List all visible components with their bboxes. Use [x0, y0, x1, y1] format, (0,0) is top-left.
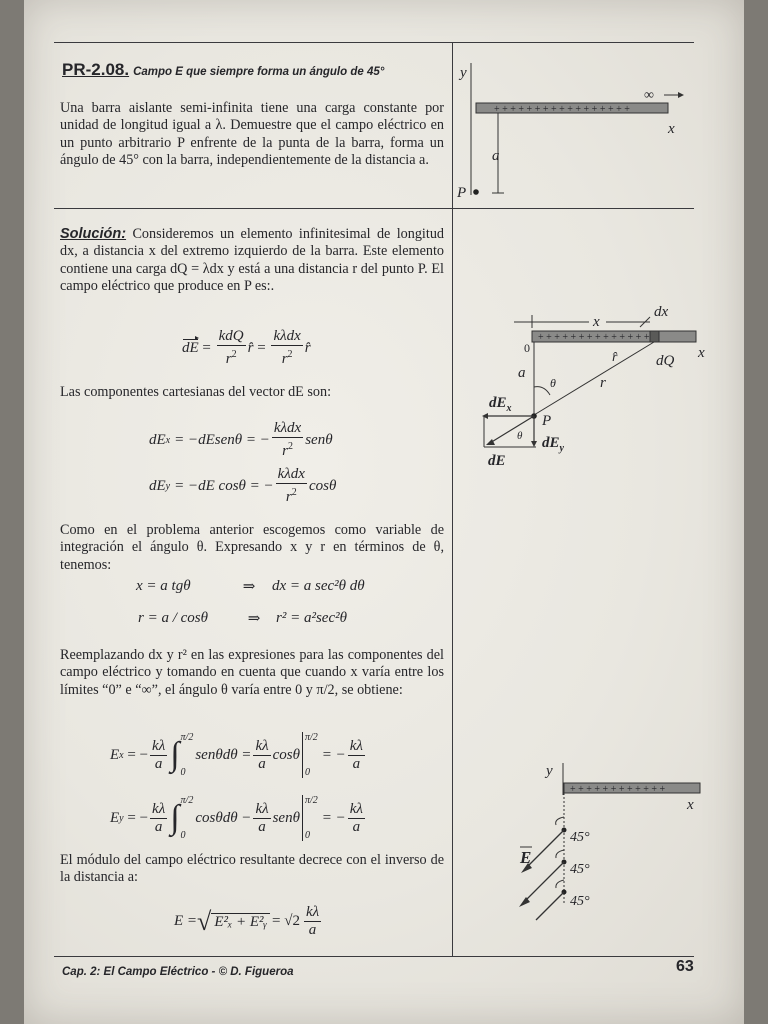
integral-sign: ∫: [170, 736, 180, 773]
fig2-xaxis-label: x: [698, 345, 705, 361]
problem-title: Campo E que siempre forma un ángulo de 45°: [133, 66, 385, 78]
fig3-angle-1: 45°: [570, 830, 590, 845]
fig2-r-label: r: [600, 375, 606, 391]
rod-charges: + + + + + + + + + + + + + +: [538, 332, 650, 343]
point-P: [473, 189, 479, 195]
fig2-P-label: P: [542, 413, 552, 429]
figure-field-geometry: [454, 295, 714, 480]
equation-dEx: dE x = −dEsenθ = − $\frac{\text{kλdx}}{r^2}$ senθ: [149, 420, 333, 459]
page-footer: Cap. 2: El Campo Eléctrico - © D. Figueroa: [62, 966, 294, 978]
modulus-text: El módulo del campo eléctrico resultante decrece con el inverso de la distancia a:: [60, 852, 444, 886]
equation-r: r = a / cosθ ⇒ r² = a²sec²θ: [138, 610, 347, 627]
solution-label: Solución:: [60, 226, 127, 242]
charge-element: [650, 331, 659, 342]
infinity-label: ∞: [644, 88, 654, 103]
fig2-dE-label: dE: [488, 453, 506, 469]
fig3-angle-3: 45°: [570, 894, 590, 909]
variable-text: Como en el problema anterior escogemos como variable de integración el ángulo θ. Expresando x y r en términos de θ, tenemos:: [60, 522, 444, 573]
eq-dE-lhs: dE: [182, 339, 199, 356]
replacement-text: Reemplazando dx y r² en las expresiones para las componentes del campo eléctrico y tomando en cuenta que cuando x varía entre los límites “0” e “∞”, el ángulo θ varía entre 0 y π/2, se obtiene:: [60, 647, 444, 698]
fig2-a-label: a: [518, 365, 526, 381]
problem-statement: Una barra aislante semi-infinita tiene una carga constante por unidad de longitud igual a λ. Demuestre que el campo eléctrico en un punto arbitrario P enfrente de la punta de la barra, forma un ángulo de 45° con la barra, independientemente de la distancia a.: [60, 100, 444, 168]
theta-arc: [534, 387, 550, 395]
rod-charges: + + + + + + + + + + + +: [570, 784, 666, 795]
figure-rod-and-point: [454, 55, 714, 205]
equation-Ey: E y = − $\frac{k\lambda}{a}$ ∫ π/2 0 cosθdθ − $\frac{k\lambda}{a}$ senθ π/2 0 = − $\frac{k\lambda}{a}$: [110, 795, 363, 841]
fig2-x-label: x: [593, 314, 600, 330]
eq-fraction-klambdadx: $\frac{\text{kλdx}}{r^2}$: [273, 328, 301, 367]
problem-code: PR-2.08.: [62, 60, 130, 79]
fig3-y-label: y: [546, 763, 553, 779]
square-root: √ E²ₓ + E²ᵧ: [197, 907, 270, 937]
fig2-dQ-label: dQ: [656, 353, 675, 369]
fig1-P-label: P: [457, 185, 467, 201]
dE-vector: [490, 416, 534, 443]
fig2-origin-label: 0: [524, 341, 530, 355]
equation-x: x = a tgθ ⇒ dx = a sec²θ dθ: [136, 578, 365, 595]
eq-fraction-dEx: $\frac{\text{kλdx}}{r^2}$: [273, 420, 302, 459]
fig2-dEy-label: $dE_y$: [542, 435, 564, 454]
equation-E-modulus: E = √ E²ₓ + E²ᵧ = √2 $\frac{k\lambda}{a}$: [174, 904, 320, 938]
components-text: Las componentes cartesianas del vector dE son:: [60, 384, 332, 400]
middle-rule: [54, 208, 694, 209]
top-rule: [54, 42, 694, 43]
bottom-rule: [54, 956, 694, 957]
solution-intro: [60, 226, 444, 295]
equation-Ex: E x = − $\frac{k\lambda}{a}$ ∫ π/2 0 senθdθ = $\frac{k\lambda}{a}$ cosθ π/2 0 = − $\frac{k\lambda}{a}$: [110, 732, 363, 778]
fig2-theta-label: θ: [550, 376, 556, 390]
problem-heading: [62, 60, 384, 80]
solution-intro-text: Consideremos un elemento infinitesimal de longitud dx, a distancia x del extremo izquierdo de la barra. Este elemento contiene una carga dQ = λdx y está a una distancia r del punto P. El campo eléctrico que produce en P es:.: [60, 226, 445, 294]
fig1-x-label: x: [668, 121, 675, 137]
fig3-x-label: x: [687, 797, 694, 813]
integral-sign: ∫: [170, 799, 180, 836]
fig3-E-label: E: [520, 848, 532, 867]
fig1-a-label: a: [492, 148, 500, 164]
textbook-page: [24, 0, 744, 1024]
fig2-theta2-label: θ: [517, 430, 523, 442]
equation-dE: dE = $\frac{\text{kdQ}}{r^2}$ r̂ = $\frac{\text{kλdx}}{r^2}$ r̂: [182, 328, 311, 367]
figure-45-degree-fields: [484, 755, 714, 925]
eq-fraction-kdQ: $\frac{\text{kdQ}}{r^2}$: [218, 328, 244, 367]
fig2-dx-label: dx: [654, 304, 669, 320]
eq-fraction-dEy: $\frac{\text{kλdx}}{r^2}$: [277, 466, 305, 505]
E-vector-1: [526, 830, 564, 868]
E-vector-3: [536, 892, 564, 920]
fig2-dEx-label: $dE_x$: [489, 395, 512, 414]
fig3-angle-2: 45°: [570, 862, 590, 877]
rod-charges: + + + + + + + + + + + + + + + + +: [494, 104, 630, 115]
page-number: 63: [676, 958, 694, 975]
fig2-rhat-label: r̂: [612, 350, 618, 365]
equation-dEy: dE y = −dE cosθ = − $\frac{\text{kλdx}}{r^2}$ cosθ: [149, 466, 337, 505]
fig1-y-label: y: [460, 65, 467, 81]
